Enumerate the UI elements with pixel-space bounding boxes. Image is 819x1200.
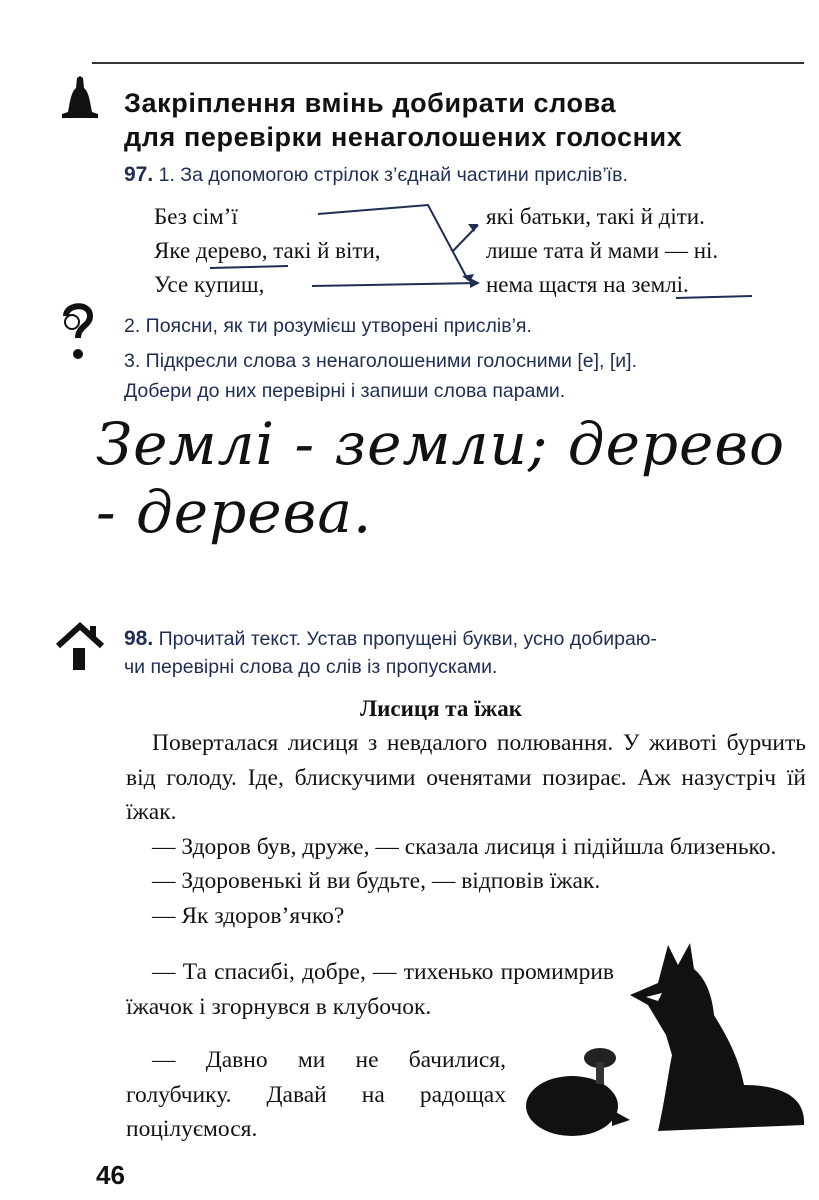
- story-paragraph-1: Поверталася лисиця з невдалого полювання. У животі бурчить від голоду. Іде, блискучими оченятами позирає. Аж назустріч їй їжак.: [126, 730, 806, 825]
- house-icon: [54, 620, 106, 672]
- page-number: 46: [96, 1160, 125, 1190]
- proverb-right-2: лише тата й мами — ні.: [486, 238, 719, 263]
- proverb-left-2: Яке дерево, такі й віти,: [154, 238, 381, 263]
- story-paragraph-6: — Давно ми не бачилися, голубчику. Давай на радощах поцілуємося.: [126, 1047, 506, 1142]
- ex97-task1: 97. 1. За допомогою стрілок з’єднай частини прислів’їв.: [124, 163, 628, 186]
- story-paragraph-5: — Та спасибі, добре, — тихенько промимрив їжачок і згорнувся в клубочок.: [126, 959, 614, 1020]
- proverb-left-1: Без сім’ї: [154, 204, 238, 229]
- story-title: Лисиця та їжак: [360, 696, 522, 721]
- ex97-task3-line2: Добери до них перевірні і запиши слова парами.: [124, 380, 566, 402]
- ex97-task3-line1: 3. Підкресли слова з ненаголошеними голосними [е], [и].: [124, 350, 637, 372]
- ex98-task-line1: 98. Прочитай текст. Устав пропущені букви, усно добираю-: [124, 627, 657, 650]
- section-title: Закріплення вмінь добирати слова для перевірки ненаголошених голосних: [124, 88, 683, 152]
- story-text-narrow: [126, 955, 614, 1024]
- proverb-right-3: нема щастя на землі.: [486, 272, 689, 297]
- hedgehog-illustration: [522, 1040, 634, 1140]
- matching-arrows: [0, 0, 819, 320]
- handwritten-answer: Землі - земли; дерево - дерева.: [96, 410, 786, 546]
- story-text-narrow-2: [126, 1043, 506, 1147]
- story-paragraph-4: — Як здоров’ячко?: [152, 902, 345, 929]
- proverb-right-1: які батьки, такі й діти.: [486, 204, 705, 229]
- proverb-left-3: Усе купиш,: [154, 272, 265, 297]
- story-paragraph-2: — Здоров був, друже, — сказала лисиця і підійшла близенько.: [152, 833, 777, 860]
- ex98-task-line2: чи перевірні слова до слів із пропусками.: [124, 656, 498, 678]
- fox-illustration: [628, 935, 808, 1135]
- ex97-task2: 2. Поясни, як ти розумієш утворені прислів’я.: [124, 315, 532, 337]
- story-text: [126, 726, 806, 933]
- story-paragraph-3: — Здоровенькі й ви будьте, — відповів їжак.: [152, 868, 601, 894]
- question-icon: [56, 300, 100, 364]
